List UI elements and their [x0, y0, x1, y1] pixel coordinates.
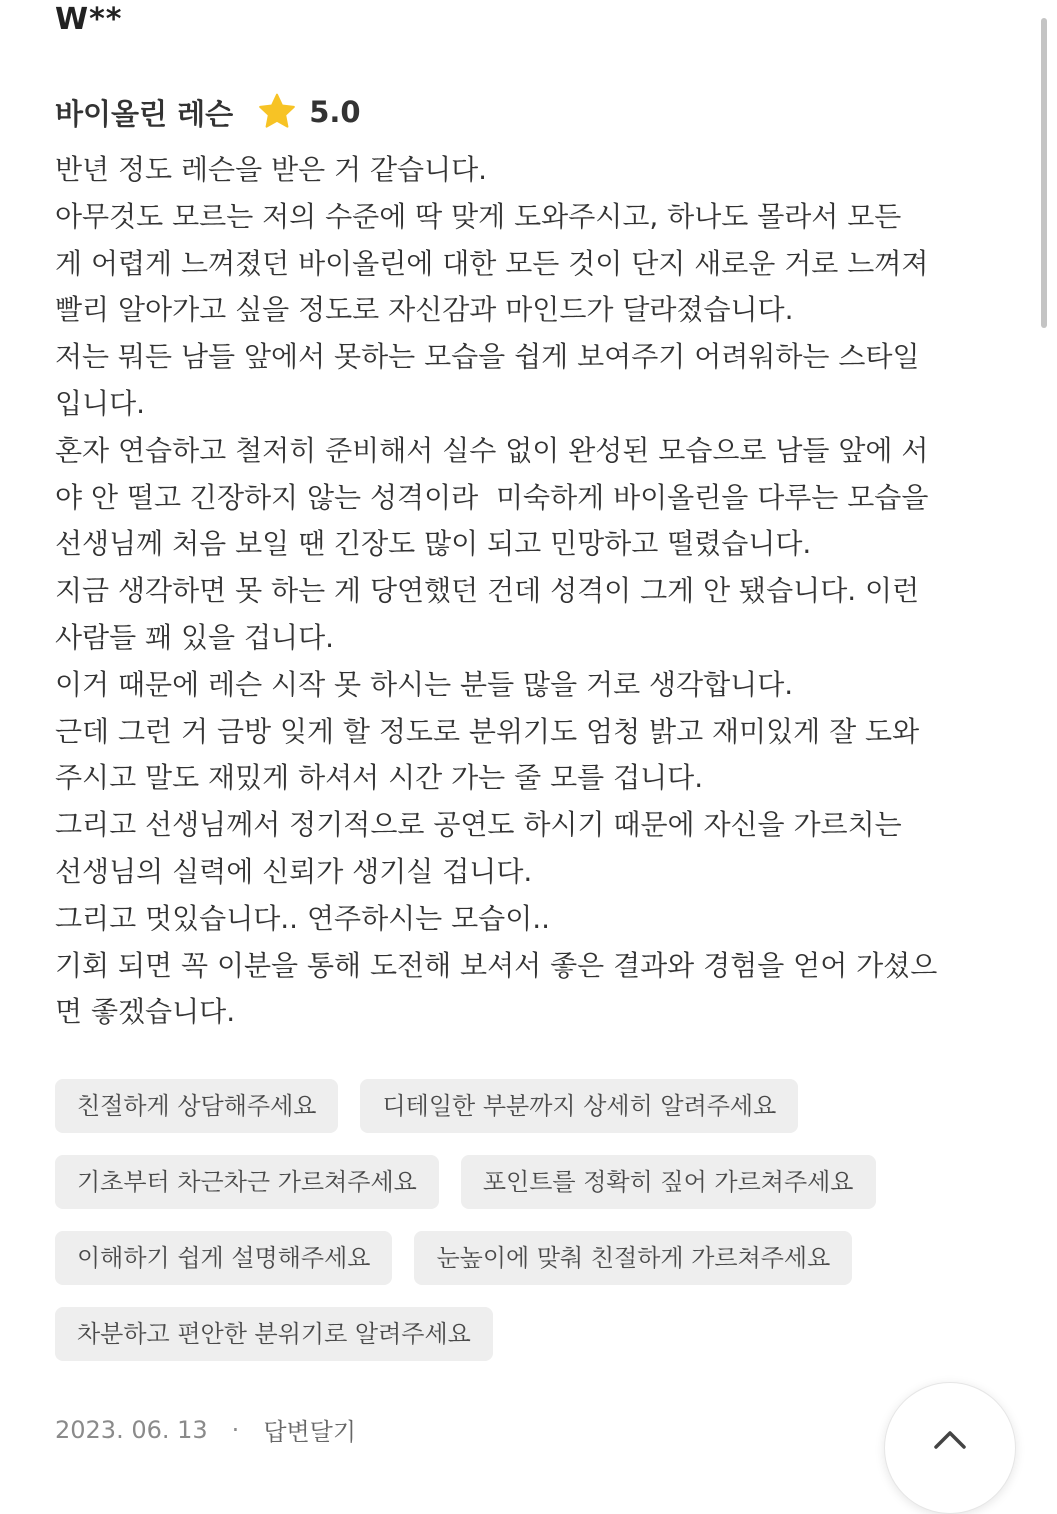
- review-line: 이거 때문에 레슨 시작 못 하시는 분들 많을 거로 생각합니다.: [55, 667, 794, 701]
- tag-row: [55, 1079, 898, 1133]
- feedback-tag: 기초부터 차근차근 가르쳐주세요: [55, 1155, 439, 1209]
- arrow-up-icon: [930, 1421, 970, 1461]
- feedback-tag: 디테일한 부분까지 상세히 알려주세요: [360, 1079, 798, 1133]
- feedback-tags: [55, 1079, 898, 1383]
- review-line: 반년 정도 레슨을 받은 거 같습니다.: [55, 153, 488, 186]
- review-line: 그리고 선생님께서 정기적으로 공연도 하시기 때문에 자신을 가르치는: [55, 808, 902, 842]
- feedback-tag: 친절하게 상담해주세요: [55, 1079, 338, 1133]
- review-line: 사람들 꽤 있을 겁니다.: [55, 620, 335, 654]
- review-line: 근데 그런 거 금방 잊게 할 정도로 분위기도 엄청 밝고 재미있게 잘 도와: [55, 714, 920, 748]
- review-line: 선생님의 실력에 신뢰가 생기실 겁니다.: [55, 854, 533, 888]
- feedback-tag: 눈높이에 맞춰 친절하게 가르쳐주세요: [414, 1231, 852, 1285]
- review-body: [55, 147, 1015, 1036]
- review-line: 입니다.: [55, 386, 146, 420]
- review-header: [55, 88, 361, 136]
- feedback-tag: 차분하고 편안한 분위기로 알려주세요: [55, 1307, 493, 1361]
- meta-separator: ·: [231, 1415, 240, 1444]
- tag-row: [55, 1155, 898, 1209]
- review-line: 주시고 말도 재밌게 하셔서 시간 가는 줄 모를 겁니다.: [55, 761, 704, 795]
- tag-row: [55, 1307, 898, 1361]
- feedback-tag: 포인트를 정확히 짚어 가르쳐주세요: [461, 1155, 876, 1209]
- tag-row: [55, 1231, 898, 1285]
- reviewer-name: W**: [55, 2, 123, 37]
- feedback-tag: 이해하기 쉽게 설명해주세요: [55, 1231, 392, 1285]
- scroll-to-top-button[interactable]: [884, 1382, 1016, 1514]
- review-line: 기회 되면 꼭 이분을 통해 도전해 보셔서 좋은 결과와 경험을 얻어 가셨으: [55, 948, 938, 982]
- review-line: 야 안 떨고 긴장하지 않는 성격이라 미숙하게 바이올린을 다루는 모습을: [55, 480, 929, 514]
- review-line: 혼자 연습하고 철저히 준비해서 실수 없이 완성된 모습으로 남들 앞에 서: [55, 433, 929, 467]
- review-line: 선생님께 처음 보일 땐 긴장도 많이 되고 민망하고 떨렸습니다.: [55, 527, 812, 561]
- course-title: 바이올린 레슨: [55, 96, 234, 131]
- review-date: 2023. 06. 13: [55, 1415, 208, 1444]
- reply-button[interactable]: 답변달기: [263, 1418, 357, 1446]
- scrollbar[interactable]: [1041, 18, 1047, 328]
- review-line: 그리고 멋있습니다.. 연주하시는 모습이..: [55, 901, 551, 935]
- review-line: 저는 뭐든 남들 앞에서 못하는 모습을 쉽게 보여주기 어려워하는 스타일: [55, 340, 920, 374]
- review-meta: [55, 1412, 356, 1447]
- review-line: 게 어렵게 느껴졌던 바이올린에 대한 모든 것이 단지 새로운 거로 느껴져: [55, 246, 929, 280]
- rating-value: 5.0: [309, 95, 361, 129]
- review-line: 아무것도 모르는 저의 수준에 딱 맞게 도와주시고, 하나도 몰라서 모든: [55, 199, 902, 233]
- review-line: 지금 생각하면 못 하는 게 당연했던 건데 성격이 그게 안 됐습니다. 이런: [55, 574, 920, 608]
- star-icon: [257, 92, 297, 132]
- review-line: 면 좋겠습니다.: [55, 995, 236, 1029]
- review-line: 빨리 알아가고 싶을 정도로 자신감과 마인드가 달라졌습니다.: [55, 293, 794, 327]
